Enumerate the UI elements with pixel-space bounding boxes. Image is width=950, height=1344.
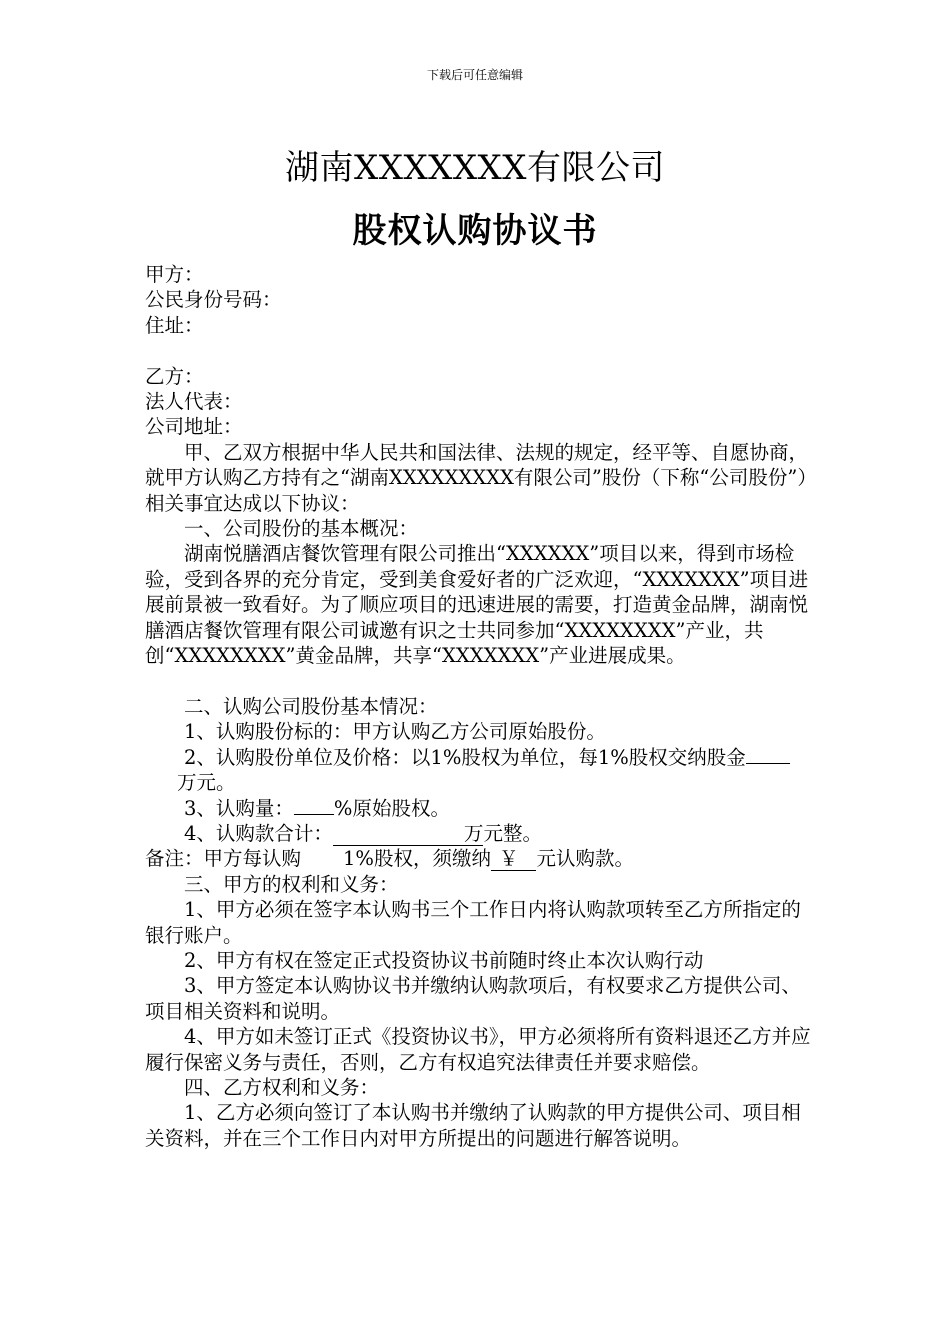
section2-heading: 二、认购公司股份基本情况： — [184, 694, 438, 718]
intro-paragraph: 甲、乙双方根据中华人民共和国法律、法规的规定，经平等、自愿协商，就甲方认购乙方持有之“湖南XXXXXXXXX有限公司”股份（下称“公司股份”）相关事宜达成以下协议： — [145, 440, 809, 515]
section2-note — [145, 846, 813, 871]
party-a-id-label: 公民身份号码： — [145, 288, 282, 312]
section3-item2: 2、甲方有权在签定正式投资协议书前随时终止本次认购行动 — [184, 948, 704, 972]
section1-text: 湖南悦膳酒店餐饮管理有限公司推出“XXXXXX”项目以来，得到市场检验，受到各界的充分肯定，受到美食爱好者的广泛欢迎，“XXXXXXX”项目进展前景被一致看好。为了顺应项目的迅速进展的需要，打造黄金品牌，湖南悦膳酒店餐饮管理有限公司诚邀有识之士共同参加“XXXXXXXX”产业，共创“XXXXXXXX”黄金品牌，共享“XXXXXXX”产业进展成果。 — [145, 542, 809, 668]
spacer — [145, 338, 813, 363]
note-text-2: 1%股权，须缴纳 — [343, 847, 491, 871]
amount-blank[interactable] — [491, 848, 537, 871]
item2-text: 2、认购股份单位及价格：以1%股权为单位，每1%股权交纳股金 — [184, 745, 746, 769]
section1-heading: 一、公司股份的基本概况： — [184, 517, 419, 541]
section2-item4 — [145, 821, 813, 846]
item4-unit: 元整。 — [483, 821, 542, 845]
company-name: 湖南XXXXXXX有限公司 — [285, 148, 665, 188]
item4-wan: 万 — [463, 821, 484, 845]
item2-unit: 万元。 — [177, 771, 236, 795]
party-b-label: 乙方： — [145, 364, 204, 388]
party-b-address-label: 公司地址： — [145, 415, 243, 439]
party-a-label: 甲方： — [145, 263, 204, 286]
section3-heading: 三、甲方的权利和义务： — [184, 872, 399, 896]
party-a-address-label: 住址： — [145, 313, 204, 337]
note-unit: 元认购款。 — [536, 847, 634, 871]
party-b-rep-label: 法人代表： — [145, 390, 243, 414]
section2-item1: 1、认购股份标的：甲方认购乙方公司原始股份。 — [184, 720, 606, 744]
section4-item1: 1、乙方必须向签订了本认购书并缴纳了认购款的甲方提供公司、项目相关资料，并在三个工作日内对甲方所提出的问题进行解答说明。 — [145, 1101, 801, 1150]
yen-symbol: ￥ — [498, 847, 519, 871]
price-blank[interactable] — [746, 745, 790, 764]
header-note: 下载后可任意编辑 — [426, 68, 523, 82]
section3-item4: 4、甲方如未签订正式《投资协议书》，甲方必须将所有资料退还乙方并应履行保密义务与责任，否则，乙方有权追究法律责任并要求赔偿。 — [145, 1025, 811, 1074]
document-body — [145, 262, 813, 1151]
item3-unit: %原始股权。 — [333, 796, 450, 820]
note-text: 备注：甲方每认购 — [145, 847, 302, 871]
total-blank[interactable] — [333, 823, 484, 846]
item4-text: 4、认购款合计： — [184, 821, 333, 845]
section3-item1: 1、甲方必须在签字本认购书三个工作日内将认购款项转至乙方所指定的银行账户。 — [145, 898, 801, 947]
section4-heading: 四、乙方权利和义务： — [184, 1075, 380, 1099]
spacer — [145, 668, 813, 693]
section2-item3 — [145, 796, 813, 821]
item3-text: 3、认购量： — [184, 796, 294, 820]
quantity-blank[interactable] — [294, 796, 334, 815]
section2-item2 — [145, 745, 813, 796]
section3-item3: 3、甲方签定本认购协议书并缴纳认购款项后，有权要求乙方提供公司、项目相关资料和说明。 — [145, 974, 801, 1023]
document-title: 股权认购协议书 — [352, 211, 598, 251]
